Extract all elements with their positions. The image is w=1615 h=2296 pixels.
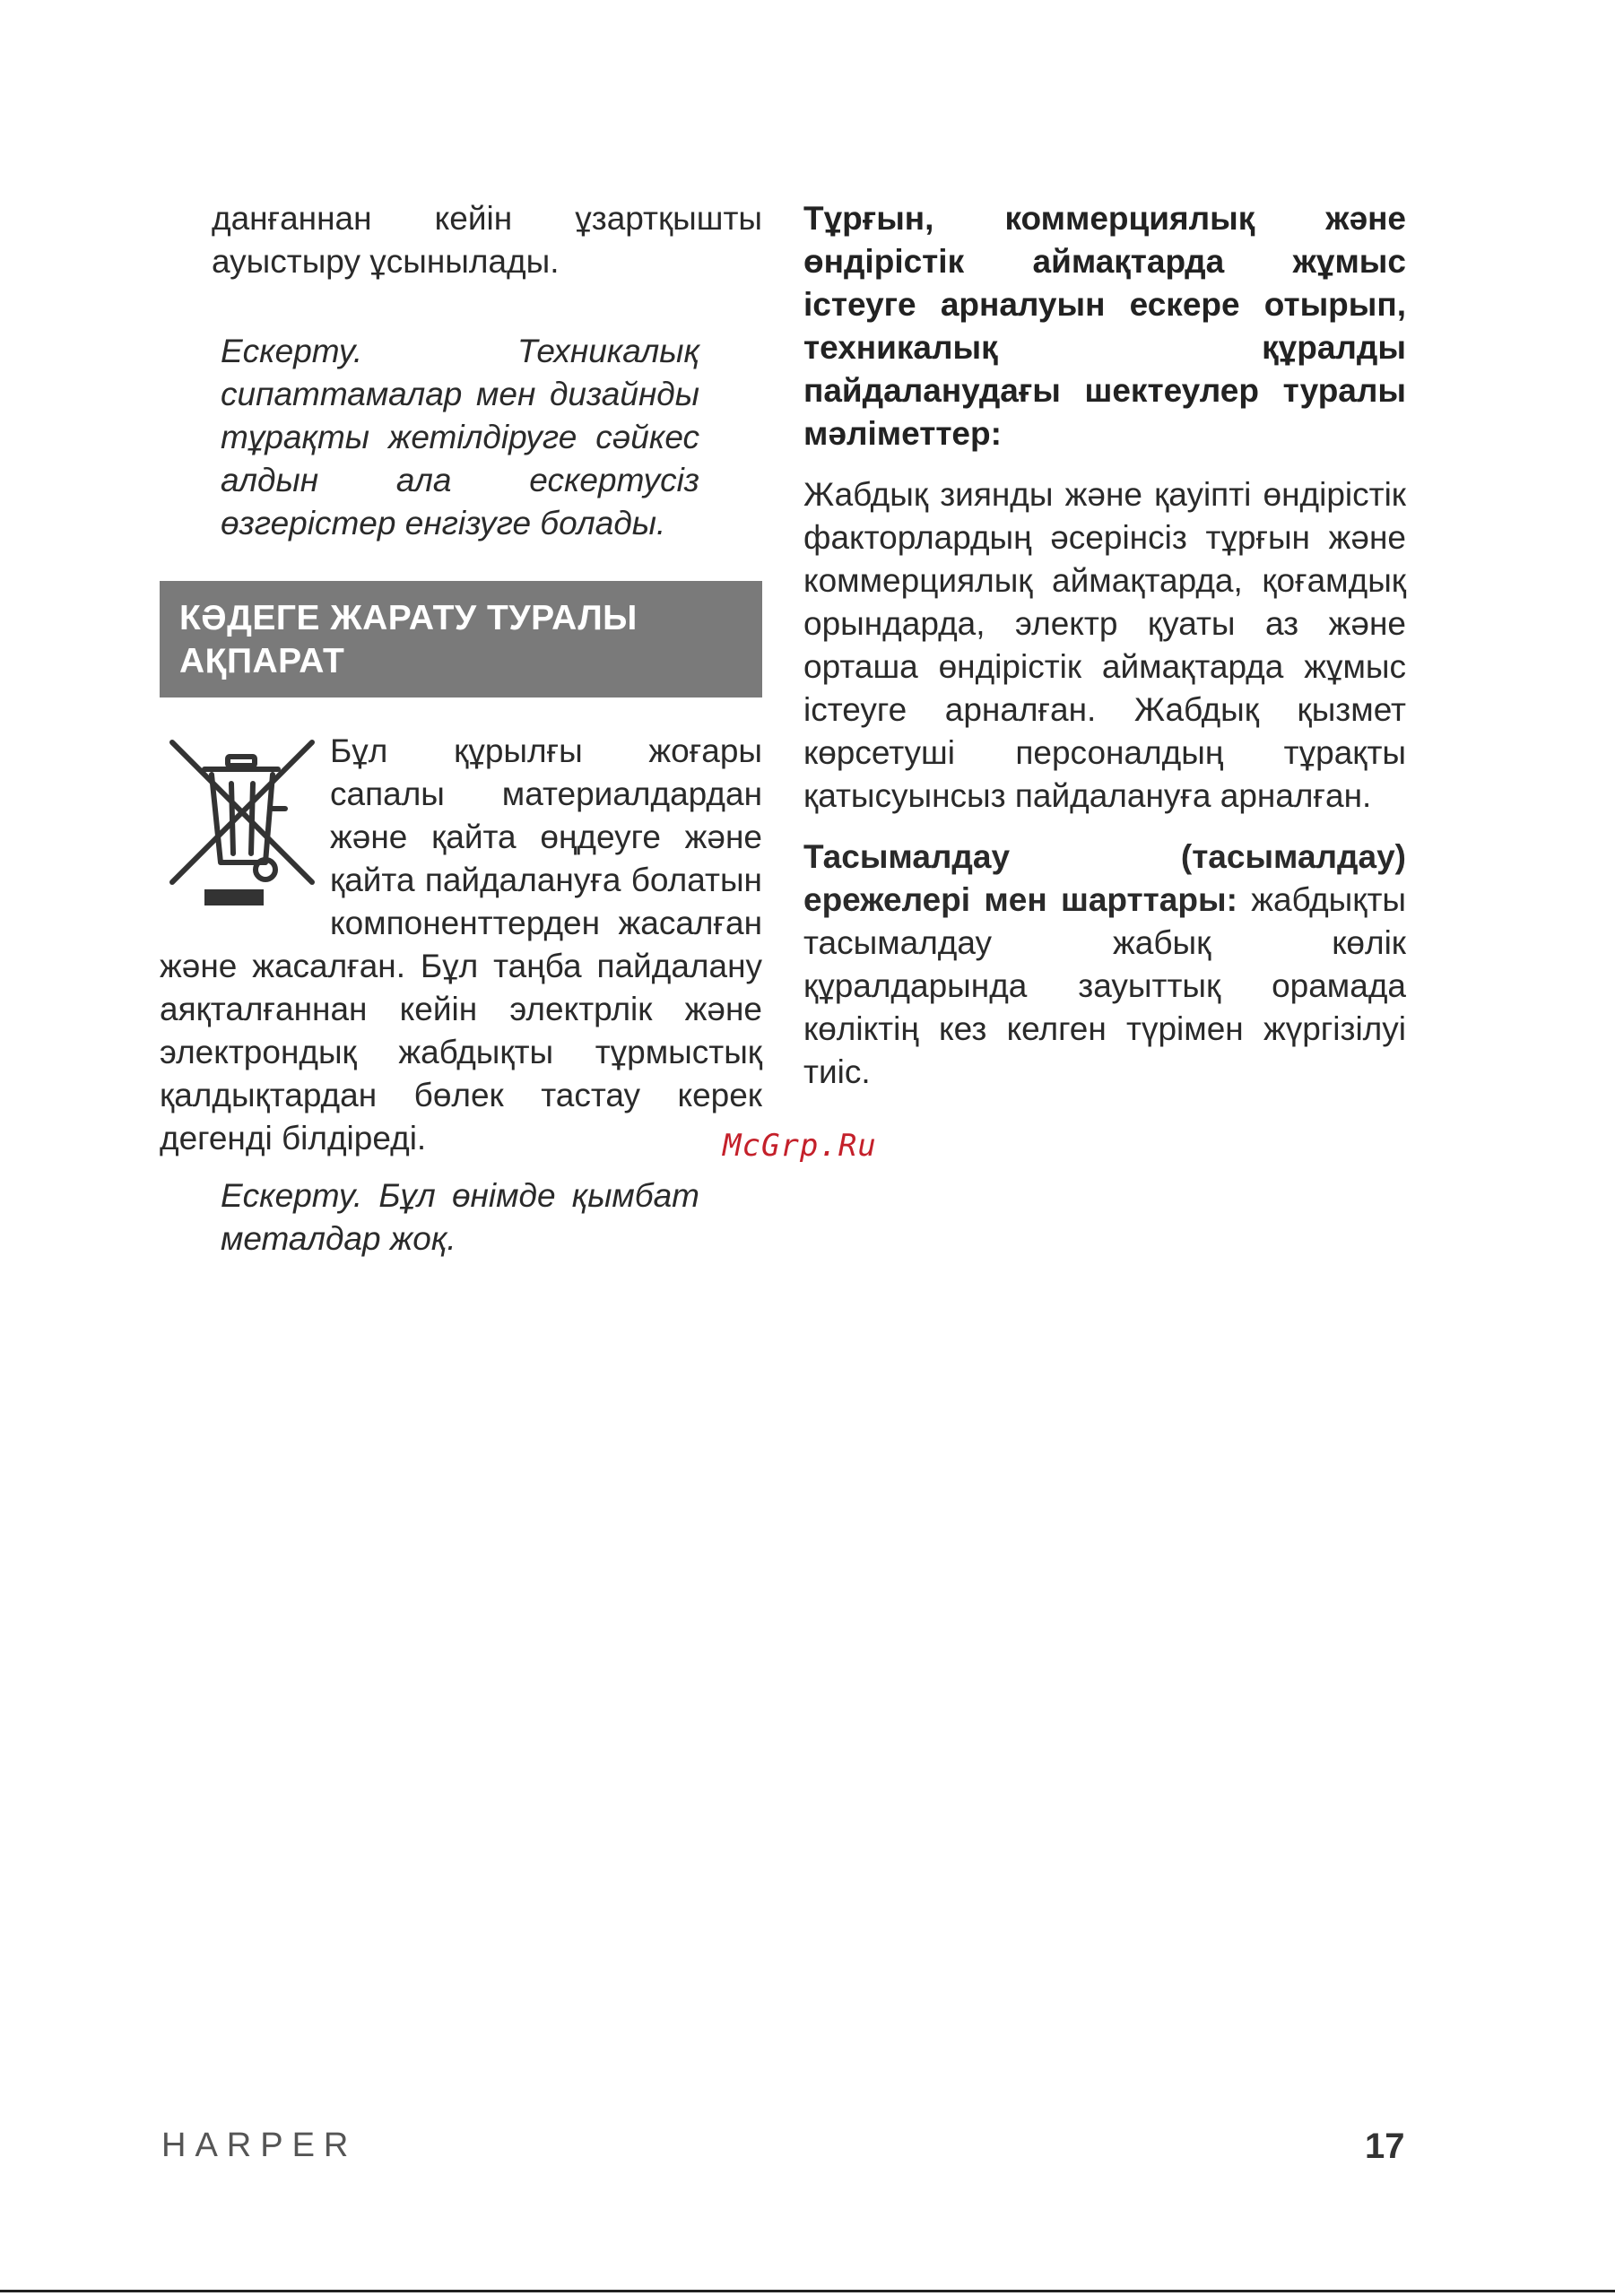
bottom-divider [0,2290,1615,2292]
banner-line-2: АҚПАРАТ [179,642,345,680]
transport-text: жабдықты тасымалдау жабық көлік құралдарында зауыттық орамада көліктің кез келген түрімен жүргізілуі тиіс. [803,881,1406,1090]
usage-restrictions-heading: Тұрғын, коммерциялық және өндірістік аймақтарда жұмыс істеуге арналуын ескере отырып, техникалық құралды пайдаланудағы шектеулер туралы мәліметтер: [803,200,1406,452]
left-column [160,197,762,1261]
usage-paragraph: Жабдық зиянды және қауіпті өндірістік факторлардың әсерінсіз тұрғын және коммерциялық аймақтарда, қоғамдық орындарда, электр қуаты аз және орташа өндірістік аймақтарда жұмыс істеуге арналған. Жабдық қызмет көрсетуші персоналдың тұрақты қатысуынсыз пайдалануға арналған. [803,476,1406,814]
page-number: 17 [1365,2127,1405,2166]
harper-logo: HARPER [161,2127,358,2164]
transport-paragraph [803,836,1406,1094]
crossed-bin-icon [160,730,325,918]
disposal-block [160,730,762,1160]
banner-line-1: КӘДЕГЕ ЖАРАТУ ТУРАЛЫ [179,599,638,637]
precious-metals-note: Ескерту. Бұл өнімде қымбат металдар жоқ. [221,1177,699,1257]
watermark: McGrp.Ru [723,1128,877,1164]
disposal-section-banner [160,581,762,697]
spec-change-note: Ескерту. Техникалық сипаттамалар мен дизайнды тұрақты жетілдіруге сәйкес алдын ала ескертусіз өзгерістер енгізуге болады. [221,333,699,542]
intro-paragraph: данғаннан кейін ұзартқышты ауыстыру ұсынылады. [212,200,762,280]
transport-label: Тасымалдау (тасымалдау) ережелері мен шарттары: [803,838,1406,918]
right-column [803,197,1406,1094]
disposal-paragraph: Бұл құрылғы жоғары сапалы материалдардан және қайта өңдеуге және қайта пайдалануға болатын компоненттерден жасалған және жасалған. Бұл таңба пайдалану аяқталғаннан кейін электрлік және электрондық жабдықты тұрмыстық қалдықтардан бөлек тастау керек дегенді білдіреді. [160,732,762,1157]
